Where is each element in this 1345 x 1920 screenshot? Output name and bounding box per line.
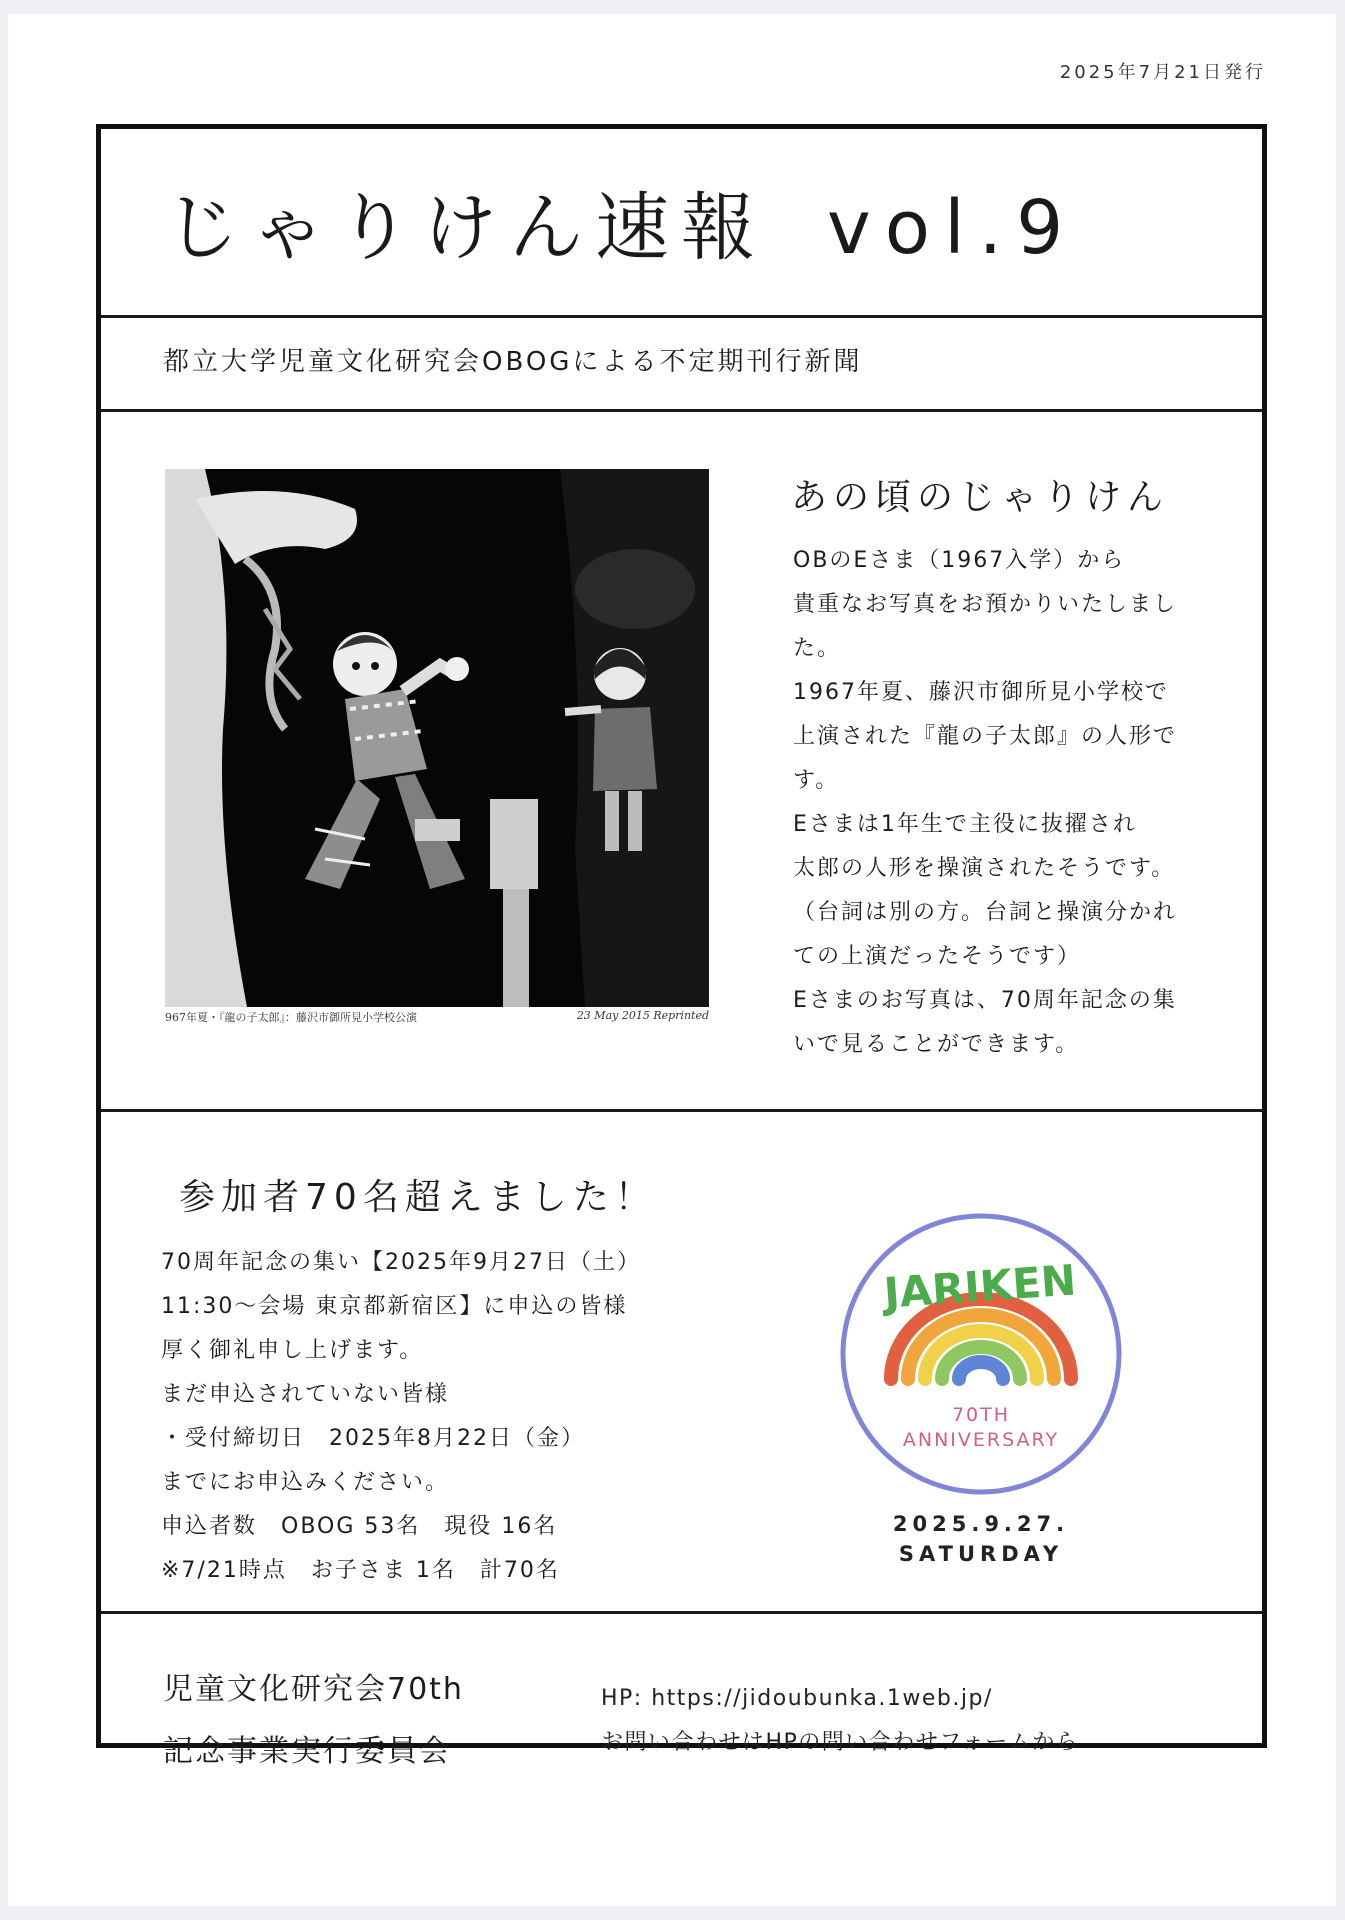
footer-org-line: 児童文化研究会70th bbox=[163, 1672, 464, 1707]
puppet-show-photo bbox=[165, 469, 709, 1007]
feature-line: いで見ることができます。 bbox=[793, 1032, 1080, 1057]
divider bbox=[101, 1109, 1262, 1112]
announcement-line: ・受付締切日 2025年8月22日（金） bbox=[161, 1426, 585, 1451]
announcement-heading: 参加者70名超えました！ bbox=[179, 1177, 657, 1218]
footer-organization bbox=[163, 1659, 464, 1783]
feature-line: Eさまのお写真は、70周年記念の集 bbox=[793, 988, 1177, 1013]
newsletter-page bbox=[8, 14, 1336, 1906]
logo-name: JARIKEN bbox=[882, 1255, 1078, 1318]
feature-line: た。 bbox=[793, 636, 842, 661]
newsletter-frame bbox=[96, 124, 1267, 1769]
photo-caption bbox=[165, 1009, 709, 1025]
feature-line: OBのEさま（1967入学）から bbox=[793, 548, 1126, 573]
divider bbox=[101, 315, 1262, 318]
announcement-body bbox=[161, 1241, 641, 1593]
jariken-70th-logo bbox=[836, 1209, 1126, 1499]
photo-caption-date: 23 May 2015 Reprinted bbox=[576, 1009, 709, 1022]
announcement-line: まだ申込されていない皆様 bbox=[161, 1382, 450, 1407]
footer-org-line: 記念事業実行委員会 bbox=[163, 1734, 451, 1769]
divider bbox=[101, 1611, 1262, 1614]
feature-line: Eさまは1年生で主役に抜擢され bbox=[793, 812, 1137, 837]
announcement-line: 申込者数 OBOG 53名 現役 16名 bbox=[161, 1514, 558, 1539]
announcement-line: 11:30～会場 東京都新宿区】に申込の皆様 bbox=[161, 1294, 628, 1319]
volume-number: vol.9 bbox=[827, 185, 1078, 271]
event-weekday: SATURDAY bbox=[898, 1542, 1064, 1566]
footer-contact bbox=[601, 1677, 1079, 1765]
title-text: じゃりけん速報 bbox=[165, 185, 767, 271]
feature-line: 1967年夏、藤沢市御所見小学校で bbox=[793, 680, 1169, 705]
newsletter-title bbox=[165, 169, 1077, 275]
logo-anniversary-number: 70TH bbox=[951, 1404, 1011, 1426]
feature-line: 太郎の人形を操演されたそうです。 bbox=[793, 856, 1176, 881]
feature-line: す。 bbox=[793, 768, 840, 793]
announcement-line: 厚く御礼申し上げます。 bbox=[161, 1338, 424, 1363]
announcement-line: ※7/21時点 お子さま 1名 計70名 bbox=[161, 1558, 560, 1583]
photo-caption-text: 967年夏・『龍の子太郎』：藤沢市御所見小学校公演 bbox=[165, 1011, 417, 1024]
logo-graphic bbox=[836, 1209, 1126, 1499]
homepage-link[interactable]: HP: https://jidoubunka.1web.jp/ bbox=[601, 1686, 993, 1711]
logo-anniversary-text: ANNIVERSARY bbox=[902, 1429, 1060, 1451]
puppet-photo-illustration bbox=[165, 469, 709, 1007]
feature-line: 貴重なお写真をお預かりいたしまし bbox=[793, 592, 1178, 617]
feature-line: ての上演だったそうです） bbox=[793, 944, 1082, 969]
newsletter-subtitle: 都立大学児童文化研究会OBOGによる不定期刊行新聞 bbox=[163, 347, 863, 377]
issue-date: 2025年7月21日発行 bbox=[1059, 62, 1266, 83]
event-date: 2025.9.27. bbox=[892, 1512, 1070, 1536]
contact-note: お問い合わせはHPの問い合わせフォームから bbox=[601, 1730, 1080, 1755]
feature-line: （台詞は別の方。台詞と操演分かれ bbox=[793, 900, 1178, 925]
event-date-badge bbox=[836, 1509, 1126, 1569]
announcement-line: 70周年記念の集い【2025年9月27日（土） bbox=[161, 1250, 641, 1275]
announcement-line: までにお申込みください。 bbox=[161, 1470, 450, 1495]
feature-line: 上演された『龍の子太郎』の人形で bbox=[793, 724, 1178, 749]
feature-heading: あの頃のじゃりけん bbox=[791, 477, 1170, 518]
feature-body bbox=[793, 539, 1177, 1067]
divider bbox=[101, 409, 1262, 412]
